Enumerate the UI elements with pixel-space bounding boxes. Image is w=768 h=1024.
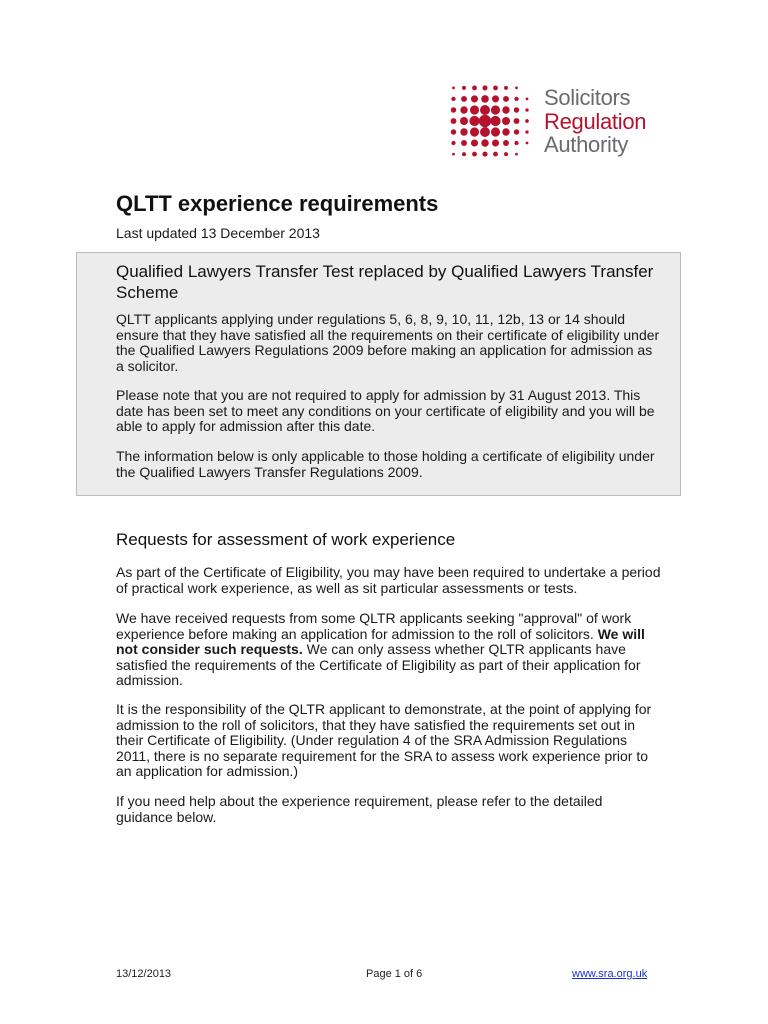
logo-dot: [525, 119, 529, 123]
logo-dot: [461, 96, 467, 102]
logo-dot: [482, 85, 487, 90]
logo-dot: [493, 85, 498, 90]
section-paragraph-2-text: We have received requests from some QLTR applicants seeking "approval" of work experience before making an application for admission to the roll of solicitors.: [116, 610, 632, 642]
logo-dot: [451, 129, 456, 134]
notice-paragraph-2: Please note that you are not required to apply for admission by 31 August 2013. This date has been set to meet any conditions on your certificate of eligibility and you will be able to apply for admission after this date.: [116, 387, 655, 434]
logo-dot: [515, 153, 518, 156]
last-updated: Last updated 13 December 2013: [116, 225, 320, 241]
logo-dot: [514, 129, 519, 134]
page-title: QLTT experience requirements: [116, 191, 439, 216]
logo-dot: [452, 153, 455, 156]
notice-paragraph-3: The information below is only applicable to those holding a certificate of eligibility under the Qualified Lawyers Transfer Regulations 2009.: [116, 448, 655, 480]
logo-line-3: Authority: [544, 132, 629, 157]
logo-dot: [526, 142, 529, 145]
section-paragraph-4: If you need help about the experience requirement, please refer to the detailed guidance below.: [116, 793, 603, 825]
footer-date: 13/12/2013: [116, 968, 172, 980]
section-paragraph-2-text-end: We can only assess whether QLTR applicants have satisfied the requirements of the Certificate of Eligibility as part of their application for admission.: [116, 641, 641, 688]
logo-dot: [451, 97, 455, 101]
logo-dot: [502, 128, 509, 135]
logo-dot: [470, 127, 479, 136]
logo-dot: [471, 95, 478, 102]
logo-dot: [491, 105, 500, 114]
section-heading: Requests for assessment of work experience: [116, 530, 456, 549]
logo-dot: [480, 105, 490, 115]
footer-page-number: Page 1 of 6: [366, 968, 423, 980]
section-paragraph-1: As part of the Certificate of Eligibility, you may have been required to undertake a period of practical work experience, as well as sit particular assessments or tests.: [116, 564, 661, 596]
logo-dot: [514, 97, 518, 101]
logo-dot: [472, 85, 477, 90]
logo-dot: [502, 106, 509, 113]
logo-dot: [460, 128, 467, 135]
logo-dot: [462, 86, 466, 90]
logo-dot: [504, 86, 508, 90]
logo-dot: [504, 152, 508, 156]
logo-dot: [472, 152, 477, 157]
logo-dot: [482, 152, 487, 157]
logo-dot: [515, 87, 518, 90]
sra-logo: [446, 80, 666, 162]
logo-dot: [460, 106, 467, 113]
logo-dot: [469, 116, 479, 126]
logo-dot: [514, 107, 519, 112]
logo-dot: [490, 116, 500, 126]
logo-wordmark: [544, 86, 646, 157]
logo-dot: [451, 141, 455, 145]
logo-dot: [451, 107, 456, 112]
sra-dots-logo-icon: [446, 80, 536, 162]
logo-dot: [503, 96, 509, 102]
logo-dot: [491, 127, 500, 136]
logo-dot: [470, 105, 479, 114]
footer-website-link[interactable]: www.sra.org.uk: [572, 968, 648, 980]
logo-dot: [526, 98, 529, 101]
logo-dot: [525, 130, 528, 133]
logo-dot: [462, 152, 466, 156]
notice-heading: Qualified Lawyers Transfer Test replaced by Qualified Lawyers Transfer Scheme: [116, 262, 654, 302]
logo-dot: [479, 115, 491, 127]
logo-dot: [502, 117, 510, 125]
section-paragraph-3: It is the responsibility of the QLTR applicant to demonstrate, at the point of applying for admission to the roll of solicitors, that they have satisfied the requirements set out in their Certificate of Eligibility. (Under regulation 4 of the SRA Admission Regulations 2011, there is no separate requirement for the SRA to assess work experience prior to an application for admission.): [116, 701, 652, 779]
logo-dot: [525, 108, 528, 111]
logo-dot: [503, 140, 509, 146]
logo-dot: [481, 139, 489, 147]
logo-dot: [514, 141, 518, 145]
logo-dot: [460, 117, 468, 125]
logo-dot: [452, 87, 455, 90]
logo-line-2: Regulation: [544, 108, 647, 134]
logo-dot: [492, 139, 499, 146]
section-paragraph-2-emphasis: We will not consider such requests.: [116, 625, 645, 657]
logo-dot: [493, 152, 498, 157]
section-paragraph-2: [116, 611, 661, 689]
logo-dot: [451, 118, 457, 124]
logo-dot: [461, 140, 467, 146]
logo-dot: [480, 127, 490, 137]
logo-dot: [471, 139, 478, 146]
logo-line-1: Solicitors: [544, 85, 631, 110]
logo-dot: [492, 95, 499, 102]
logo-dot: [514, 118, 520, 124]
logo-dot: [481, 95, 489, 103]
notice-paragraph-1: QLTT applicants applying under regulations 5, 6, 8, 9, 10, 11, 12b, 13 or 14 should ensure that they have satisfied all the requirements on their certificate of eligibility under the Qualified Lawyers Regulations 2009 before making an application for admission as a solicitor.: [116, 311, 660, 374]
